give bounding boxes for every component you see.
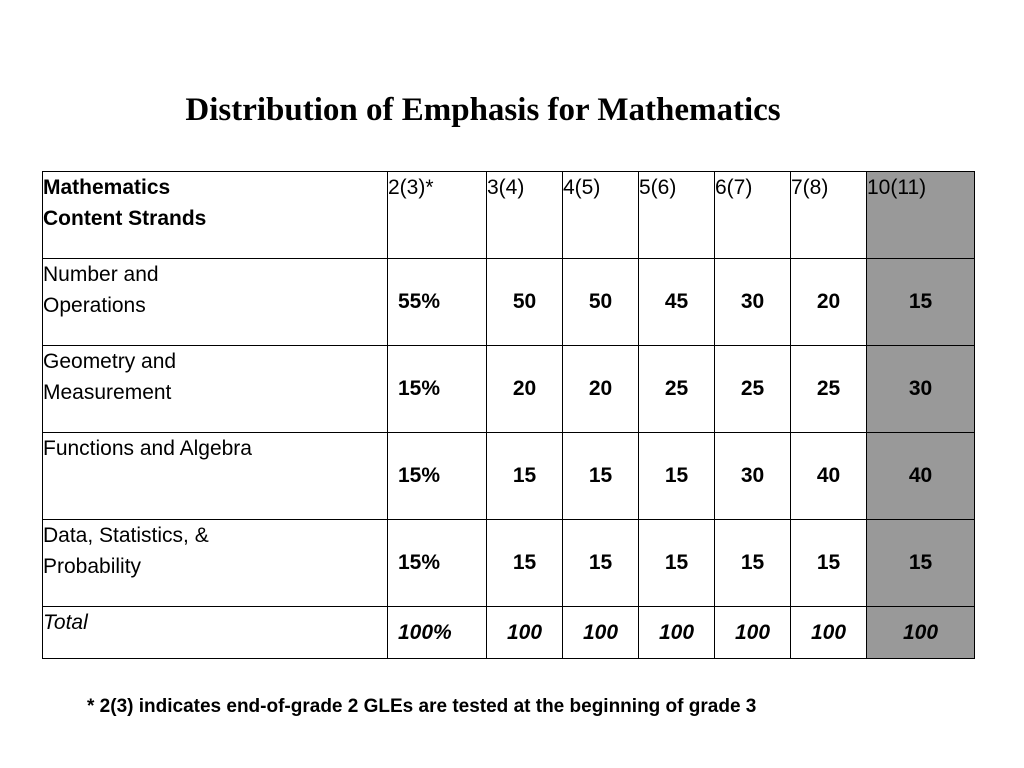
header-grade-7-8: 7(8): [791, 172, 867, 259]
table-cell: 15: [867, 520, 975, 607]
table-cell: 50: [487, 259, 563, 346]
table-cell: 50: [563, 259, 639, 346]
table-cell: 15: [487, 433, 563, 520]
header-grade-4-5: 4(5): [563, 172, 639, 259]
table-cell: 15%: [388, 520, 487, 607]
header-strand-line1: Mathematics: [43, 176, 171, 199]
page-title: Distribution of Emphasis for Mathematics: [185, 92, 781, 128]
table-cell: 15: [639, 520, 715, 607]
header-grade-2-3: 2(3)*: [388, 172, 487, 259]
table-cell: 30: [715, 259, 791, 346]
total-cell: 100: [487, 607, 563, 659]
table-cell: 25: [639, 346, 715, 433]
footnote: * 2(3) indicates end-of-grade 2 GLEs are tested at the beginning of grade 3: [87, 696, 757, 717]
emphasis-table: [42, 171, 975, 659]
table-row: [43, 259, 975, 346]
table-cell: 40: [791, 433, 867, 520]
row-label-line1: Geometry and: [43, 350, 177, 373]
header-strand-line2: Content Strands: [43, 207, 207, 230]
table-header-row: [43, 172, 975, 259]
total-cell: 100: [791, 607, 867, 659]
table-row: [43, 346, 975, 433]
table-cell: 15: [715, 520, 791, 607]
table-cell: 15: [563, 520, 639, 607]
header-content-strands: [43, 172, 388, 259]
row-label-geometry-measurement: [43, 346, 388, 433]
row-label-line1: Data, Statistics, &: [43, 524, 209, 547]
table-cell: 15%: [388, 433, 487, 520]
total-cell: 100: [715, 607, 791, 659]
header-grade-10-11: 10(11): [867, 172, 975, 259]
table-cell: 20: [563, 346, 639, 433]
table-cell: 15: [563, 433, 639, 520]
table-cell: 30: [715, 433, 791, 520]
row-label-line2: Operations: [43, 294, 146, 317]
table-cell: 20: [791, 259, 867, 346]
table-cell: 15: [639, 433, 715, 520]
table-cell: 15%: [388, 346, 487, 433]
header-grade-3-4: 3(4): [487, 172, 563, 259]
table-row: [43, 520, 975, 607]
table-cell: 15: [791, 520, 867, 607]
table-cell: 15: [867, 259, 975, 346]
table-total-row: [43, 607, 975, 659]
total-cell: 100: [563, 607, 639, 659]
table-cell: 45: [639, 259, 715, 346]
row-label-line1: Number and: [43, 263, 159, 286]
row-label-line1: Functions and Algebra: [43, 437, 252, 460]
table-cell: 25: [715, 346, 791, 433]
table-cell: 20: [487, 346, 563, 433]
header-grade-6-7: 6(7): [715, 172, 791, 259]
total-cell: 100: [867, 607, 975, 659]
row-label-total: Total: [43, 607, 388, 659]
row-label-data-statistics-probability: [43, 520, 388, 607]
row-label-line2: Probability: [43, 555, 142, 578]
table-cell: 15: [487, 520, 563, 607]
table-cell: 55%: [388, 259, 487, 346]
row-label-number-operations: [43, 259, 388, 346]
row-label-functions-algebra: [43, 433, 388, 520]
table-row: [43, 433, 975, 520]
header-grade-5-6: 5(6): [639, 172, 715, 259]
table-cell: 40: [867, 433, 975, 520]
total-cell: 100: [639, 607, 715, 659]
table-cell: 30: [867, 346, 975, 433]
row-label-line2: Measurement: [43, 381, 172, 404]
table-cell: 25: [791, 346, 867, 433]
total-cell: 100%: [388, 607, 487, 659]
